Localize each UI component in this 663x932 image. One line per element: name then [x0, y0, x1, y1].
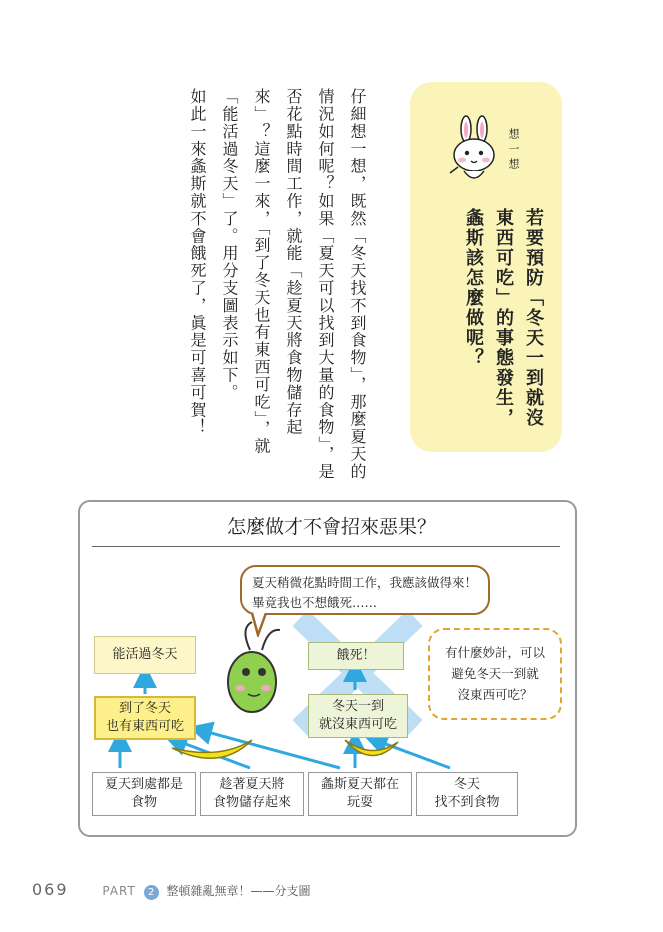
node-grasshopper-play: 螽斯夏天都在 玩耍 — [308, 772, 412, 816]
diagram-title: 怎麼做才不會招來惡果？ — [226, 516, 436, 538]
thought-line-1: 有什麼妙計，可以 — [444, 645, 545, 660]
chapter-title: 整頓雜亂無章！——分支圖 — [166, 884, 311, 898]
speech-tail — [250, 613, 270, 637]
banana-right — [345, 740, 398, 756]
body-paragraph-2: 如此一來螽斯就不會餓死了，眞是可喜可賀！ — [188, 88, 207, 436]
node-no-food-winter: 冬天一到 就沒東西可吃 — [308, 694, 408, 738]
speech-bubble: 夏天稍微花點時間工作，我應該做得來！畢竟我也不想餓死…… — [240, 565, 490, 615]
node-winter-no-food: 冬天 找不到食物 — [416, 772, 518, 816]
thought-line-3: 沒東西可吃？ — [457, 687, 533, 702]
page-footer — [32, 880, 311, 900]
page-number: 069 — [32, 880, 69, 899]
thought-bubble — [428, 628, 562, 720]
node-starve: 餓死！ — [308, 642, 404, 670]
part-label: PART — [102, 884, 136, 898]
body-paragraph-1: 仔細想一想，既然「冬天找不到食物」，那麼夏天的情況如何呢？如果「夏天可以找到大量的食物」，是否花點時間工作，就能「趁夏天將食物儲存起來」？這麼一來，「到了冬天也有東西可吃」，就「能活過冬天」了。用分支圖表示如下。 — [220, 88, 367, 481]
node-summer-food: 夏天到處都是 食物 — [92, 772, 196, 816]
think-label: 想一想 — [507, 128, 520, 173]
node-food-in-winter: 到了冬天 也有東西可吃 — [94, 696, 196, 740]
part-number-badge: 2 — [144, 885, 159, 900]
thought-line-2: 避免冬天一到就 — [451, 666, 539, 681]
node-survive-winter: 能活過冬天 — [94, 636, 196, 674]
node-store-food: 趁著夏天將 食物儲存起來 — [200, 772, 304, 816]
arrow-winter-to-nofood — [375, 740, 450, 768]
callout-question: 若要預防「冬天一到就沒東西可吃」的事態發生，螽斯該怎麼做呢？ — [463, 208, 544, 428]
